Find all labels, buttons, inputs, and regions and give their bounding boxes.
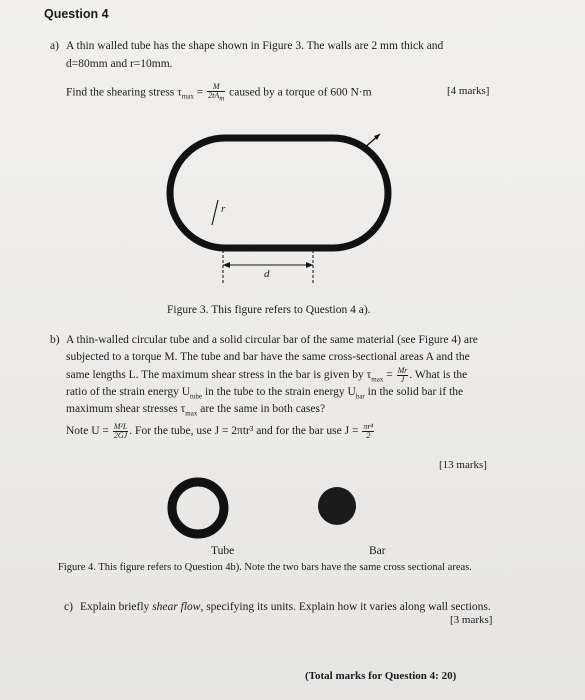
part-b-marks: [13 marks] — [439, 459, 487, 471]
part-b-line3 — [66, 367, 467, 384]
tube-label: Tube — [211, 545, 235, 557]
part-b-line5-post: are the same in both cases? — [197, 403, 326, 415]
part-a-stress-text: Find the shearing stress τ — [66, 86, 182, 99]
part-a-frac-num: M — [207, 83, 225, 92]
figure-3-label-t: t — [371, 150, 375, 162]
part-a-label: a) — [50, 40, 59, 52]
figure-3-label-d: d — [264, 268, 270, 280]
part-b-frac3-num: πr⁴ — [363, 422, 374, 431]
part-b-line3-sub: max — [371, 375, 384, 384]
part-b-line4-sub1: tube — [190, 392, 203, 401]
part-b-label: b) — [50, 334, 60, 346]
part-b-frac2-num: M²L — [113, 422, 128, 431]
part-b-fraction-1 — [397, 367, 409, 384]
part-b-line1: A thin-walled circular tube and a solid circular bar of the same material (see Figure 4) are — [66, 334, 478, 346]
part-a-line1: A thin walled tube has the shape shown in Figure 3. The walls are 2 mm thick and — [66, 40, 444, 52]
figure-3-caption: Figure 3. This figure refers to Question 4 a). — [167, 304, 371, 316]
bar-disc-shape — [318, 487, 356, 525]
part-b-frac1-den: J — [400, 375, 405, 384]
part-b-frac1-num: Mr — [397, 366, 408, 375]
part-b-line5 — [66, 403, 325, 417]
bar-cross-section — [316, 485, 358, 527]
part-b-line4-mid: in the tube to the strain energy U — [202, 386, 356, 398]
part-a-fraction — [207, 83, 225, 103]
part-a-line2: d=80mm and r=10mm. — [66, 58, 173, 70]
part-c-label: c) — [64, 601, 73, 613]
part-a-torque-text: caused by a torque of 600 N·m — [229, 86, 372, 99]
bar-label: Bar — [369, 545, 386, 557]
part-b-line5-text: maximum shear stresses τ — [66, 403, 186, 415]
total-marks: (Total marks for Question 4: 20) — [305, 670, 457, 682]
tube-ring-shape — [172, 482, 224, 534]
figure-4-caption: Figure 4. This figure refers to Question 4b). Note the two bars have the same cross sectional areas. — [58, 562, 472, 573]
part-a-frac-den-text: 2tA — [208, 91, 220, 100]
part-b-note-pre: Note U = — [66, 425, 109, 438]
part-b-note-mid: . For the tube, use J = 2πtr³ and for the bar use J = — [129, 425, 359, 438]
part-a-frac-den — [207, 92, 225, 103]
dim-arrow-left — [223, 262, 230, 268]
part-b-line4 — [66, 386, 463, 400]
figure-3-label-r: r — [221, 203, 226, 215]
part-a-line3 — [66, 83, 372, 103]
part-b-line5-sub: max — [185, 409, 198, 418]
part-b-frac3-den: 2 — [366, 431, 371, 440]
tube-cross-section — [164, 474, 232, 542]
tube-outline-shape — [170, 138, 388, 248]
figure-3-drawing — [150, 130, 400, 290]
question-title: Question 4 — [44, 7, 109, 21]
part-b-line2: subjected to a torque M. The tube and bar have the same cross-sectional areas A and the — [66, 351, 470, 363]
part-b-frac2-den: 2GJ — [113, 431, 128, 440]
part-b-line4-text: ratio of the strain energy U — [66, 386, 191, 398]
part-b-note — [66, 423, 375, 440]
part-b-line4-sub2: bar — [355, 392, 365, 401]
part-b-fraction-3 — [362, 423, 374, 440]
part-c-text-pre: Explain briefly — [80, 601, 153, 613]
part-b-line3-post: . What is the — [409, 369, 468, 382]
part-a-frac-den-sub: m — [219, 94, 225, 103]
part-c-line1 — [80, 601, 491, 613]
part-c-marks: [3 marks] — [450, 614, 493, 626]
part-c-text-em: shear flow — [152, 601, 201, 613]
part-b-line3-eq: = — [383, 369, 393, 382]
part-c-text-post: , specifying its units. Explain how it varies along wall sections. — [200, 601, 491, 613]
part-b-fraction-2 — [113, 423, 129, 440]
part-a-stress-sub: max — [181, 92, 194, 101]
part-a-equals: = — [196, 86, 204, 99]
radius-line — [212, 200, 218, 225]
dim-arrow-right — [306, 262, 313, 268]
part-b-line4-post: in the solid bar if the — [364, 386, 464, 398]
part-a-marks: [4 marks] — [447, 85, 490, 97]
part-b-line3-text: same lengths L. The maximum shear stress in the bar is given by τ — [66, 369, 372, 382]
